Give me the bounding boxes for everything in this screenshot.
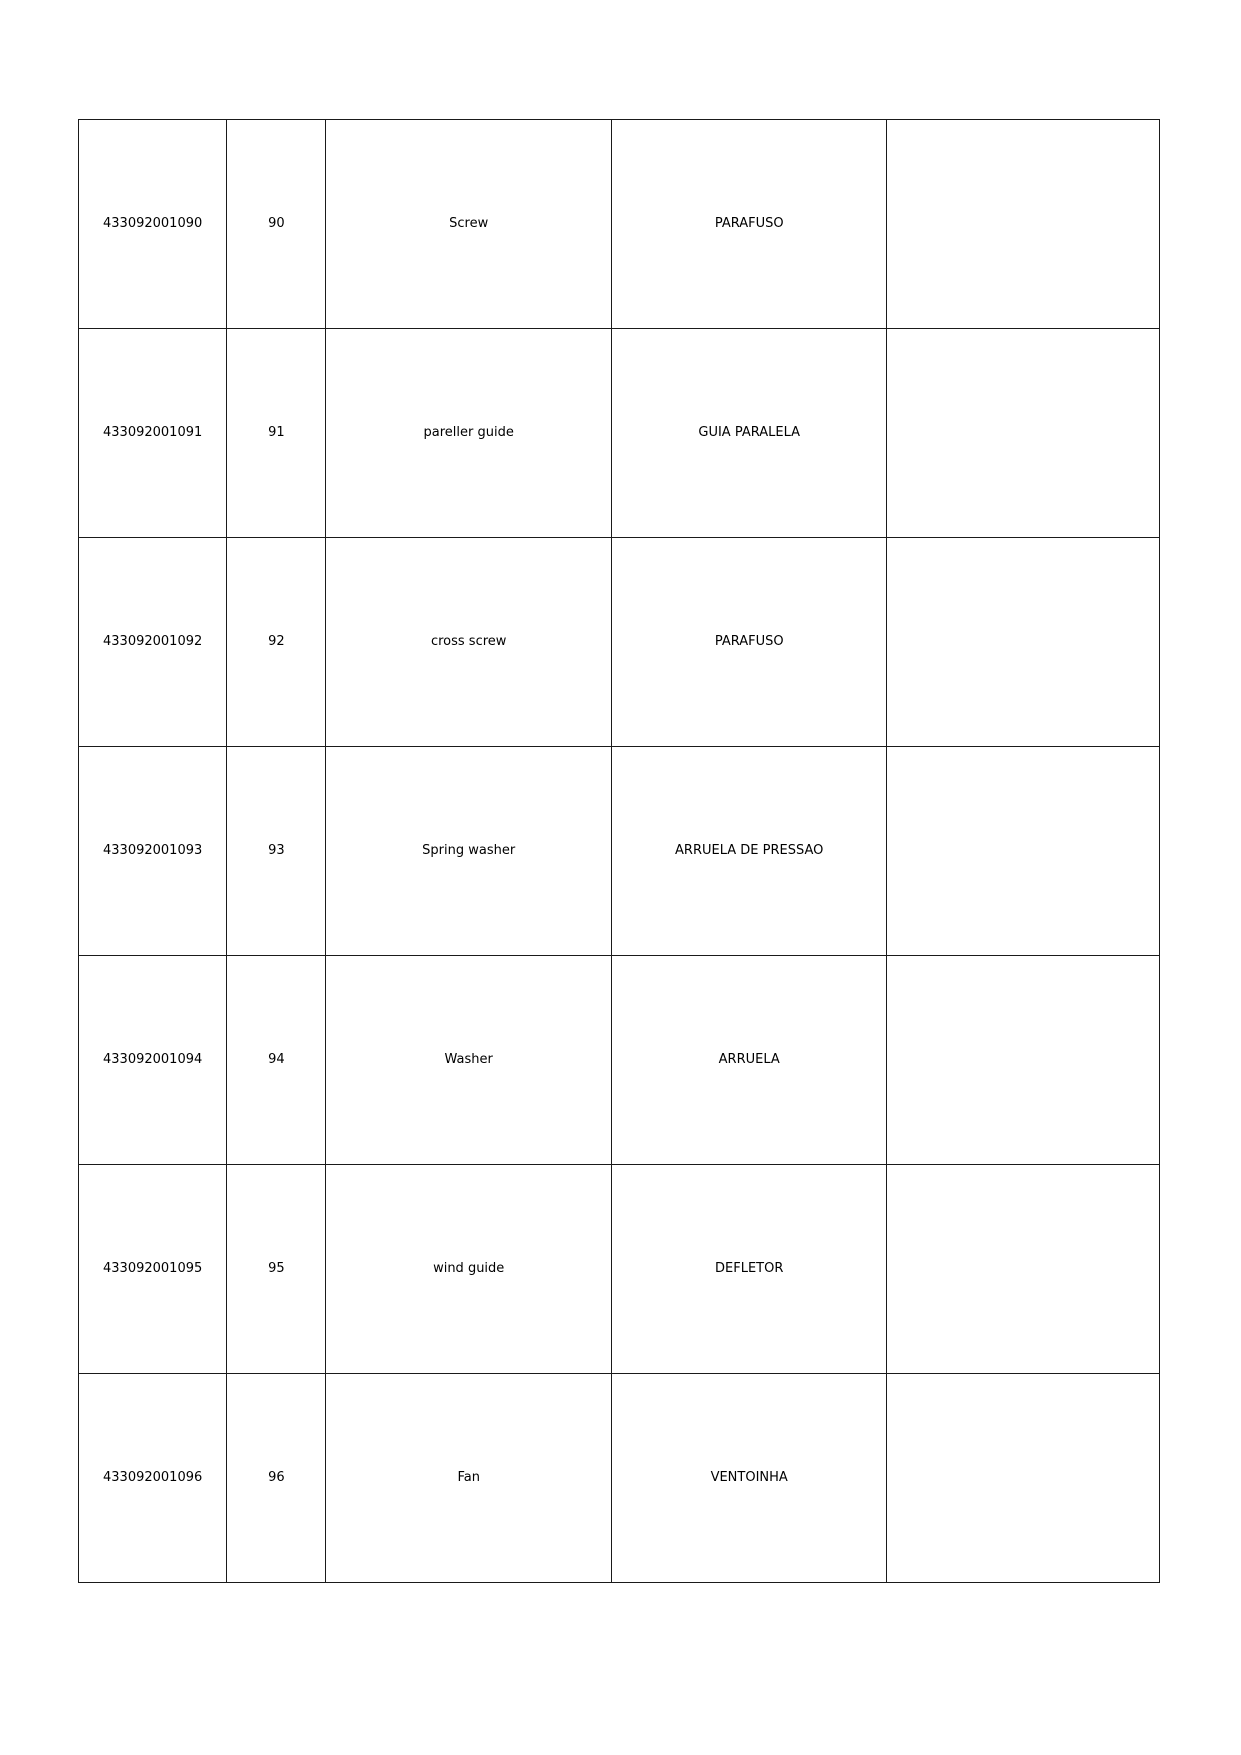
description-pt-cell: VENTOINHA (611, 1374, 887, 1583)
description-pt-cell: DEFLETOR (611, 1165, 887, 1374)
item-number-cell: 92 (227, 538, 326, 747)
item-number-cell: 95 (227, 1165, 326, 1374)
description-en-cell: Washer (326, 956, 612, 1165)
part-code-cell: 433092001093 (79, 747, 227, 956)
notes-cell (887, 329, 1160, 538)
description-en-cell: Screw (326, 120, 612, 329)
part-code-cell: 433092001091 (79, 329, 227, 538)
item-number-cell: 93 (227, 747, 326, 956)
description-en-cell: cross screw (326, 538, 612, 747)
parts-table (78, 119, 1160, 1583)
table-row (79, 747, 1160, 956)
description-pt-cell: ARRUELA (611, 956, 887, 1165)
notes-cell (887, 956, 1160, 1165)
table-row (79, 120, 1160, 329)
description-pt-cell: PARAFUSO (611, 538, 887, 747)
part-code-cell: 433092001090 (79, 120, 227, 329)
description-en-cell: wind guide (326, 1165, 612, 1374)
notes-cell (887, 1374, 1160, 1583)
table-row (79, 538, 1160, 747)
notes-cell (887, 1165, 1160, 1374)
description-en-cell: Fan (326, 1374, 612, 1583)
description-pt-cell: ARRUELA DE PRESSAO (611, 747, 887, 956)
part-code-cell: 433092001095 (79, 1165, 227, 1374)
item-number-cell: 96 (227, 1374, 326, 1583)
description-en-cell: Spring washer (326, 747, 612, 956)
description-pt-cell: PARAFUSO (611, 120, 887, 329)
notes-cell (887, 747, 1160, 956)
item-number-cell: 91 (227, 329, 326, 538)
part-code-cell: 433092001096 (79, 1374, 227, 1583)
part-code-cell: 433092001092 (79, 538, 227, 747)
notes-cell (887, 538, 1160, 747)
table-row (79, 1165, 1160, 1374)
part-code-cell: 433092001094 (79, 956, 227, 1165)
description-pt-cell: GUIA PARALELA (611, 329, 887, 538)
table-row (79, 1374, 1160, 1583)
table-row (79, 956, 1160, 1165)
notes-cell (887, 120, 1160, 329)
table-row (79, 329, 1160, 538)
item-number-cell: 90 (227, 120, 326, 329)
item-number-cell: 94 (227, 956, 326, 1165)
description-en-cell: pareller guide (326, 329, 612, 538)
